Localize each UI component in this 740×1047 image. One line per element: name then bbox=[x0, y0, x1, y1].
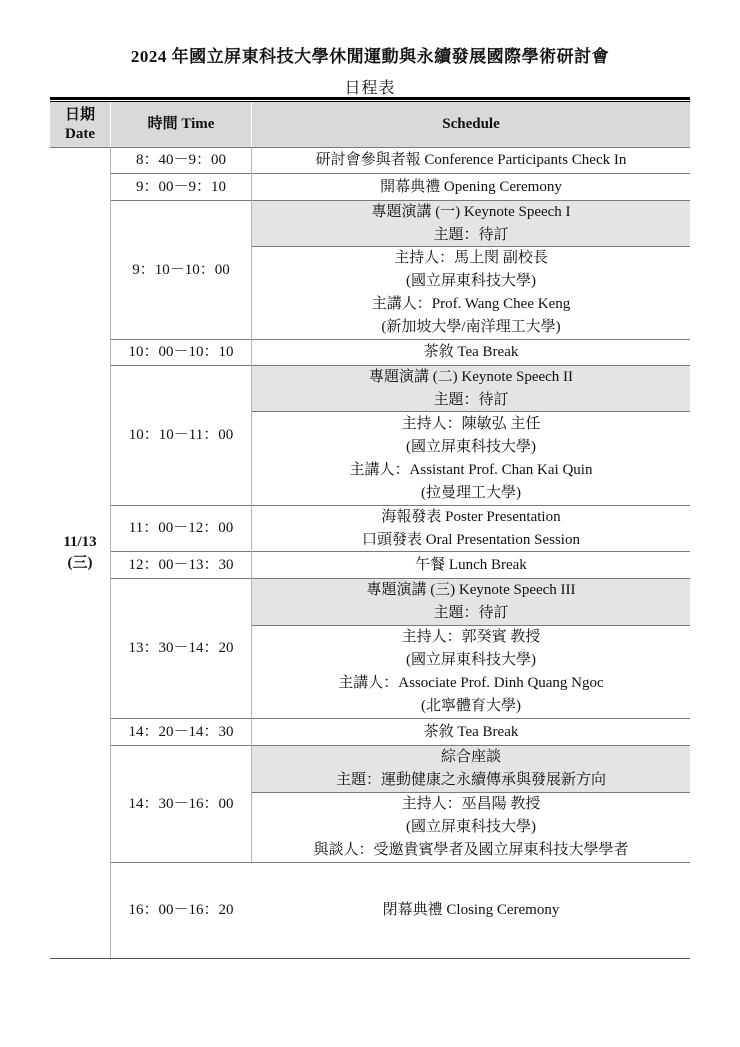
forum-topic: 主題：運動健康之永續傳承與發展新方向 bbox=[335, 772, 606, 788]
time-keynote1: 9：10－10：00 bbox=[132, 261, 230, 278]
keynote1-title-block bbox=[252, 201, 690, 246]
keynote2-host: 主持人：陳敏弘 主任 bbox=[401, 415, 541, 432]
document-title: 2024 年國立屏東科技大學休閒運動與永續發展國際學術研討會 bbox=[130, 47, 610, 66]
header-date-zh: 日期 bbox=[64, 106, 95, 123]
forum-host: 主持人：巫昌陽 教授 bbox=[401, 796, 541, 812]
header-date-en: Date bbox=[65, 125, 95, 142]
top-rule-thick bbox=[50, 97, 690, 100]
time-lunch: 12：00－13：30 bbox=[128, 556, 234, 573]
keynote2-title-block bbox=[252, 366, 690, 411]
header-time bbox=[111, 102, 251, 147]
header-divider bbox=[110, 102, 111, 147]
keynote2-people-block bbox=[252, 412, 690, 505]
header-schedule bbox=[252, 102, 690, 147]
keynote2-host-org: (國立屏東科技大學) bbox=[406, 438, 536, 455]
keynote3-topic: 主題：待訂 bbox=[433, 605, 509, 621]
date-weekday: (三) bbox=[67, 555, 93, 571]
schedule-closing: 閉幕典禮 Closing Ceremony bbox=[382, 902, 560, 918]
schedule-lunch: 午餐 Lunch Break bbox=[415, 556, 527, 573]
poster-block bbox=[252, 506, 690, 551]
time-poster: 11：00－12：00 bbox=[128, 520, 234, 536]
time-opening: 9：00－9：10 bbox=[135, 178, 226, 195]
forum-title: 綜合座談 bbox=[440, 749, 501, 765]
schedule-opening: 開幕典禮 Opening Ceremony bbox=[380, 178, 562, 195]
keynote3-title-block bbox=[252, 579, 690, 625]
bottom-rule bbox=[50, 958, 690, 959]
keynote3-host: 主持人：郭癸賓 教授 bbox=[401, 629, 541, 645]
date-cell bbox=[50, 148, 110, 958]
keynote3-speaker-org: (北寧體育大學) bbox=[421, 698, 521, 714]
keynote2-speaker: 主講人：Assistant Prof. Chan Kai Quin bbox=[349, 461, 593, 478]
time-keynote3: 13：30－14：20 bbox=[128, 640, 234, 656]
header-schedule-label: Schedule bbox=[442, 116, 500, 132]
keynote1-speaker: 主講人：Prof. Wang Chee Keng bbox=[371, 296, 571, 312]
time-closing: 16：00－16：20 bbox=[128, 902, 234, 918]
column-divider-date bbox=[110, 148, 111, 958]
date-day: 11/13 bbox=[63, 534, 97, 550]
keynote3-people-block bbox=[252, 626, 690, 718]
keynote1-title: 專題演講 (一) Keynote Speech I bbox=[371, 203, 571, 220]
forum-title-block bbox=[252, 746, 690, 792]
keynote3-host-org: (國立屏東科技大學) bbox=[406, 652, 536, 668]
keynote1-people-block bbox=[252, 247, 690, 339]
keynote1-host-org: (國立屏東科技大學) bbox=[406, 273, 536, 289]
schedule-break1: 茶敘 Tea Break bbox=[423, 344, 519, 360]
forum-people-block bbox=[252, 793, 690, 862]
column-divider-time bbox=[251, 148, 252, 862]
keynote3-title: 專題演講 (三) Keynote Speech III bbox=[366, 582, 576, 598]
time-checkin: 8：40－9：00 bbox=[135, 152, 226, 168]
poster-line2: 口頭發表 Oral Presentation Session bbox=[362, 531, 580, 548]
keynote2-speaker-org: (拉曼理工大學) bbox=[421, 484, 521, 501]
document-subtitle: 日程表 bbox=[344, 80, 396, 97]
schedule-checkin: 研討會參與者報 Conference Participants Check In bbox=[315, 152, 627, 168]
header-divider bbox=[251, 102, 252, 147]
schedule-break2: 茶敘 Tea Break bbox=[423, 723, 519, 740]
time-forum: 14：30－16：00 bbox=[128, 795, 234, 812]
keynote3-speaker: 主講人：Associate Prof. Dinh Quang Ngoc bbox=[338, 675, 604, 691]
time-break1: 10：00－10：10 bbox=[128, 344, 234, 360]
keynote2-topic: 主題：待訂 bbox=[433, 391, 509, 408]
poster-line1: 海報發表 Poster Presentation bbox=[381, 508, 561, 525]
header-date bbox=[50, 102, 110, 147]
keynote1-speaker-org: (新加坡大學/南洋理工大學) bbox=[381, 319, 561, 335]
forum-panel: 與談人：受邀貴賓學者及國立屏東科技大學學者 bbox=[313, 842, 629, 858]
keynote1-host: 主持人：馬上閔 副校長 bbox=[394, 250, 548, 266]
time-break2: 14：20－14：30 bbox=[128, 723, 234, 740]
time-keynote2: 10：10－11：00 bbox=[128, 427, 234, 443]
forum-host-org: (國立屏東科技大學) bbox=[406, 819, 536, 835]
header-time-label: 時間 Time bbox=[147, 116, 215, 132]
keynote1-topic: 主題：待訂 bbox=[433, 226, 509, 243]
keynote2-title: 專題演講 (二) Keynote Speech II bbox=[368, 368, 574, 385]
